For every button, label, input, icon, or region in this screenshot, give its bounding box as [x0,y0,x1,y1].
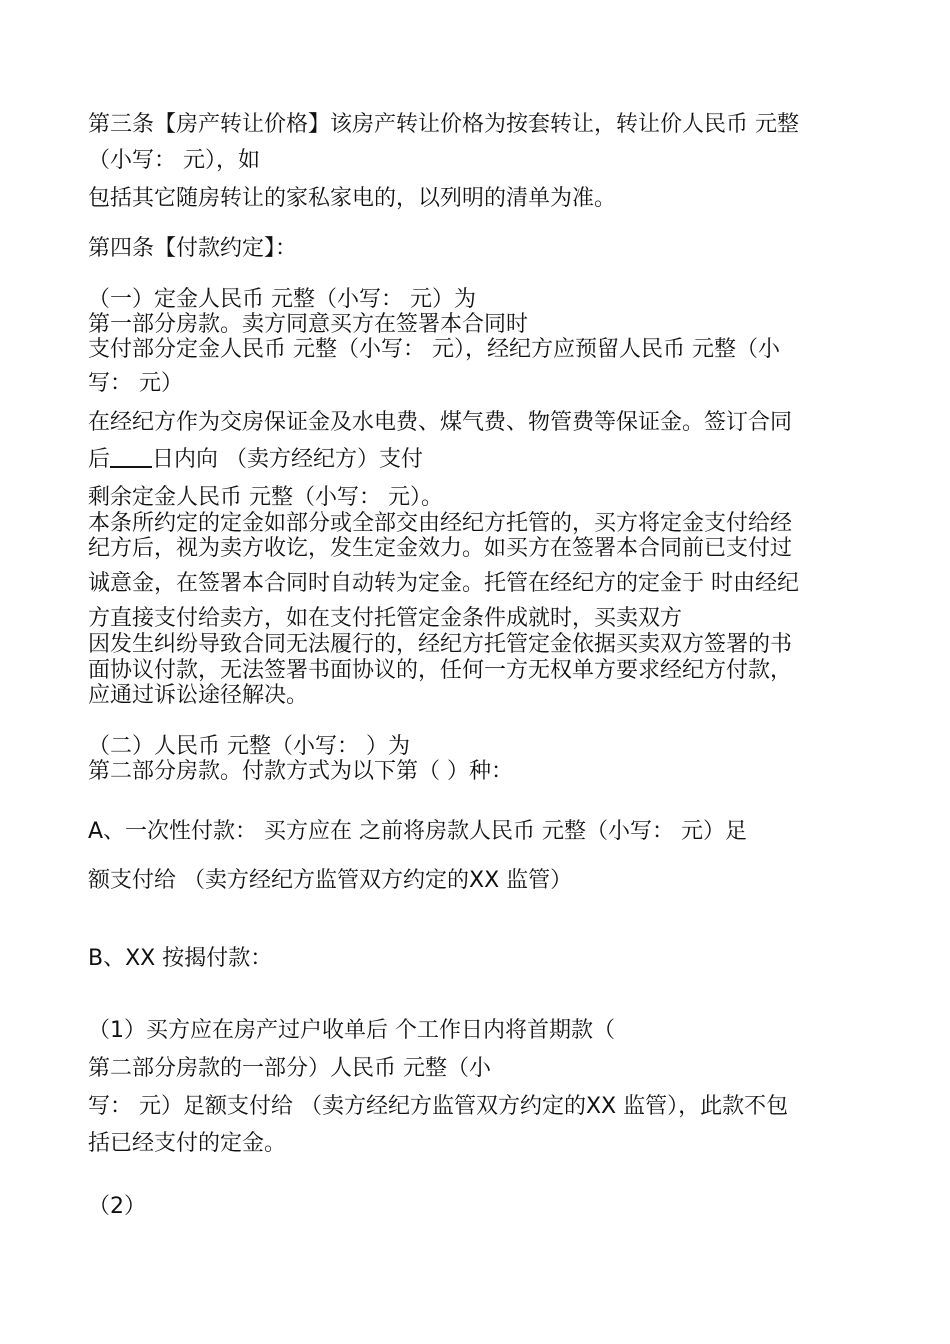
line-text: 日内向 （卖方经纪方）支付 [152,447,424,472]
paragraph-line: 在经纪方作为交房保证金及水电费、煤气费、物管费等保证金。签订合同 [88,410,793,435]
paragraph-line: 写： 元）足额支付给 （卖方经纪方监管双方约定的XX 监管），此款不包 [88,1094,789,1119]
paragraph-line: 第一部分房款。卖方同意买方在签署本合同时 [88,312,529,337]
line-prefix: 后 [88,447,111,472]
paragraph-line: 面协议付款，无法签署书面协议的，任何一方无权单方要求经纪方付款， [88,658,793,683]
paragraph-line: （小写： 元），如 [88,148,260,173]
paragraph-line: 第二部分房款的一部分）人民币 元整（小 [88,1056,491,1081]
paragraph-line: B、XX 按揭付款： [88,946,273,971]
paragraph-line: 因发生纠纷导致合同无法履行的，经纪方托管定金依据买卖双方签署的书 [88,632,793,657]
paragraph-line: 写： 元） [88,371,183,396]
paragraph-line: 支付部分定金人民币 元整（小写： 元），经纪方应预留人民币 元整（小 [88,337,780,362]
paragraph-line: 本条所约定的定金如部分或全部交由经纪方托管的，买方将定金支付给经 [88,511,793,536]
paragraph-line: 额支付给 （卖方经纪方监管双方约定的XX 监管） [88,868,573,893]
paragraph-line: A、一次性付款： 买方应在 之前将房款人民币 元整（小写： 元）足 [88,819,748,844]
paragraph-line: 剩余定金人民币 元整（小写： 元）。 [88,485,443,510]
paragraph-line: 方直接支付给卖方，如在支付托管定金条件成就时，买卖双方 [88,606,683,631]
blank-underline [110,444,152,468]
paragraph-line: 纪方后，视为卖方收讫，发生定金效力。如买方在签署本合同前已支付过 [88,536,793,561]
paragraph-line: 应通过诉讼途径解决。 [88,683,309,708]
paragraph-line: 包括其它随房转让的家私家电的，以列明的清单为准。 [88,186,617,211]
paragraph-line: 第二部分房款。付款方式为以下第（ ）种： [88,759,513,784]
paragraph-line: 括已经支付的定金。 [88,1131,287,1156]
paragraph-line: 诚意金，在签署本合同时自动转为定金。托管在经纪方的定金于 时由经纪 [88,571,799,596]
section-heading: 第四条【付款约定】： [88,236,298,261]
paragraph-line [88,444,423,475]
paragraph-line: （2） [88,1194,146,1219]
paragraph-line: （1）买方应在房产过户收单后 个工作日内将首期款（ [88,1018,615,1043]
paragraph-line: 第三条【房产转让价格】该房产转让价格为按套转让，转让价人民币 元整 [88,112,799,137]
paragraph-line: （二）人民币 元整（小写： ）为 [88,734,410,759]
paragraph-line: （一）定金人民币 元整（小写： 元）为 [88,287,476,312]
